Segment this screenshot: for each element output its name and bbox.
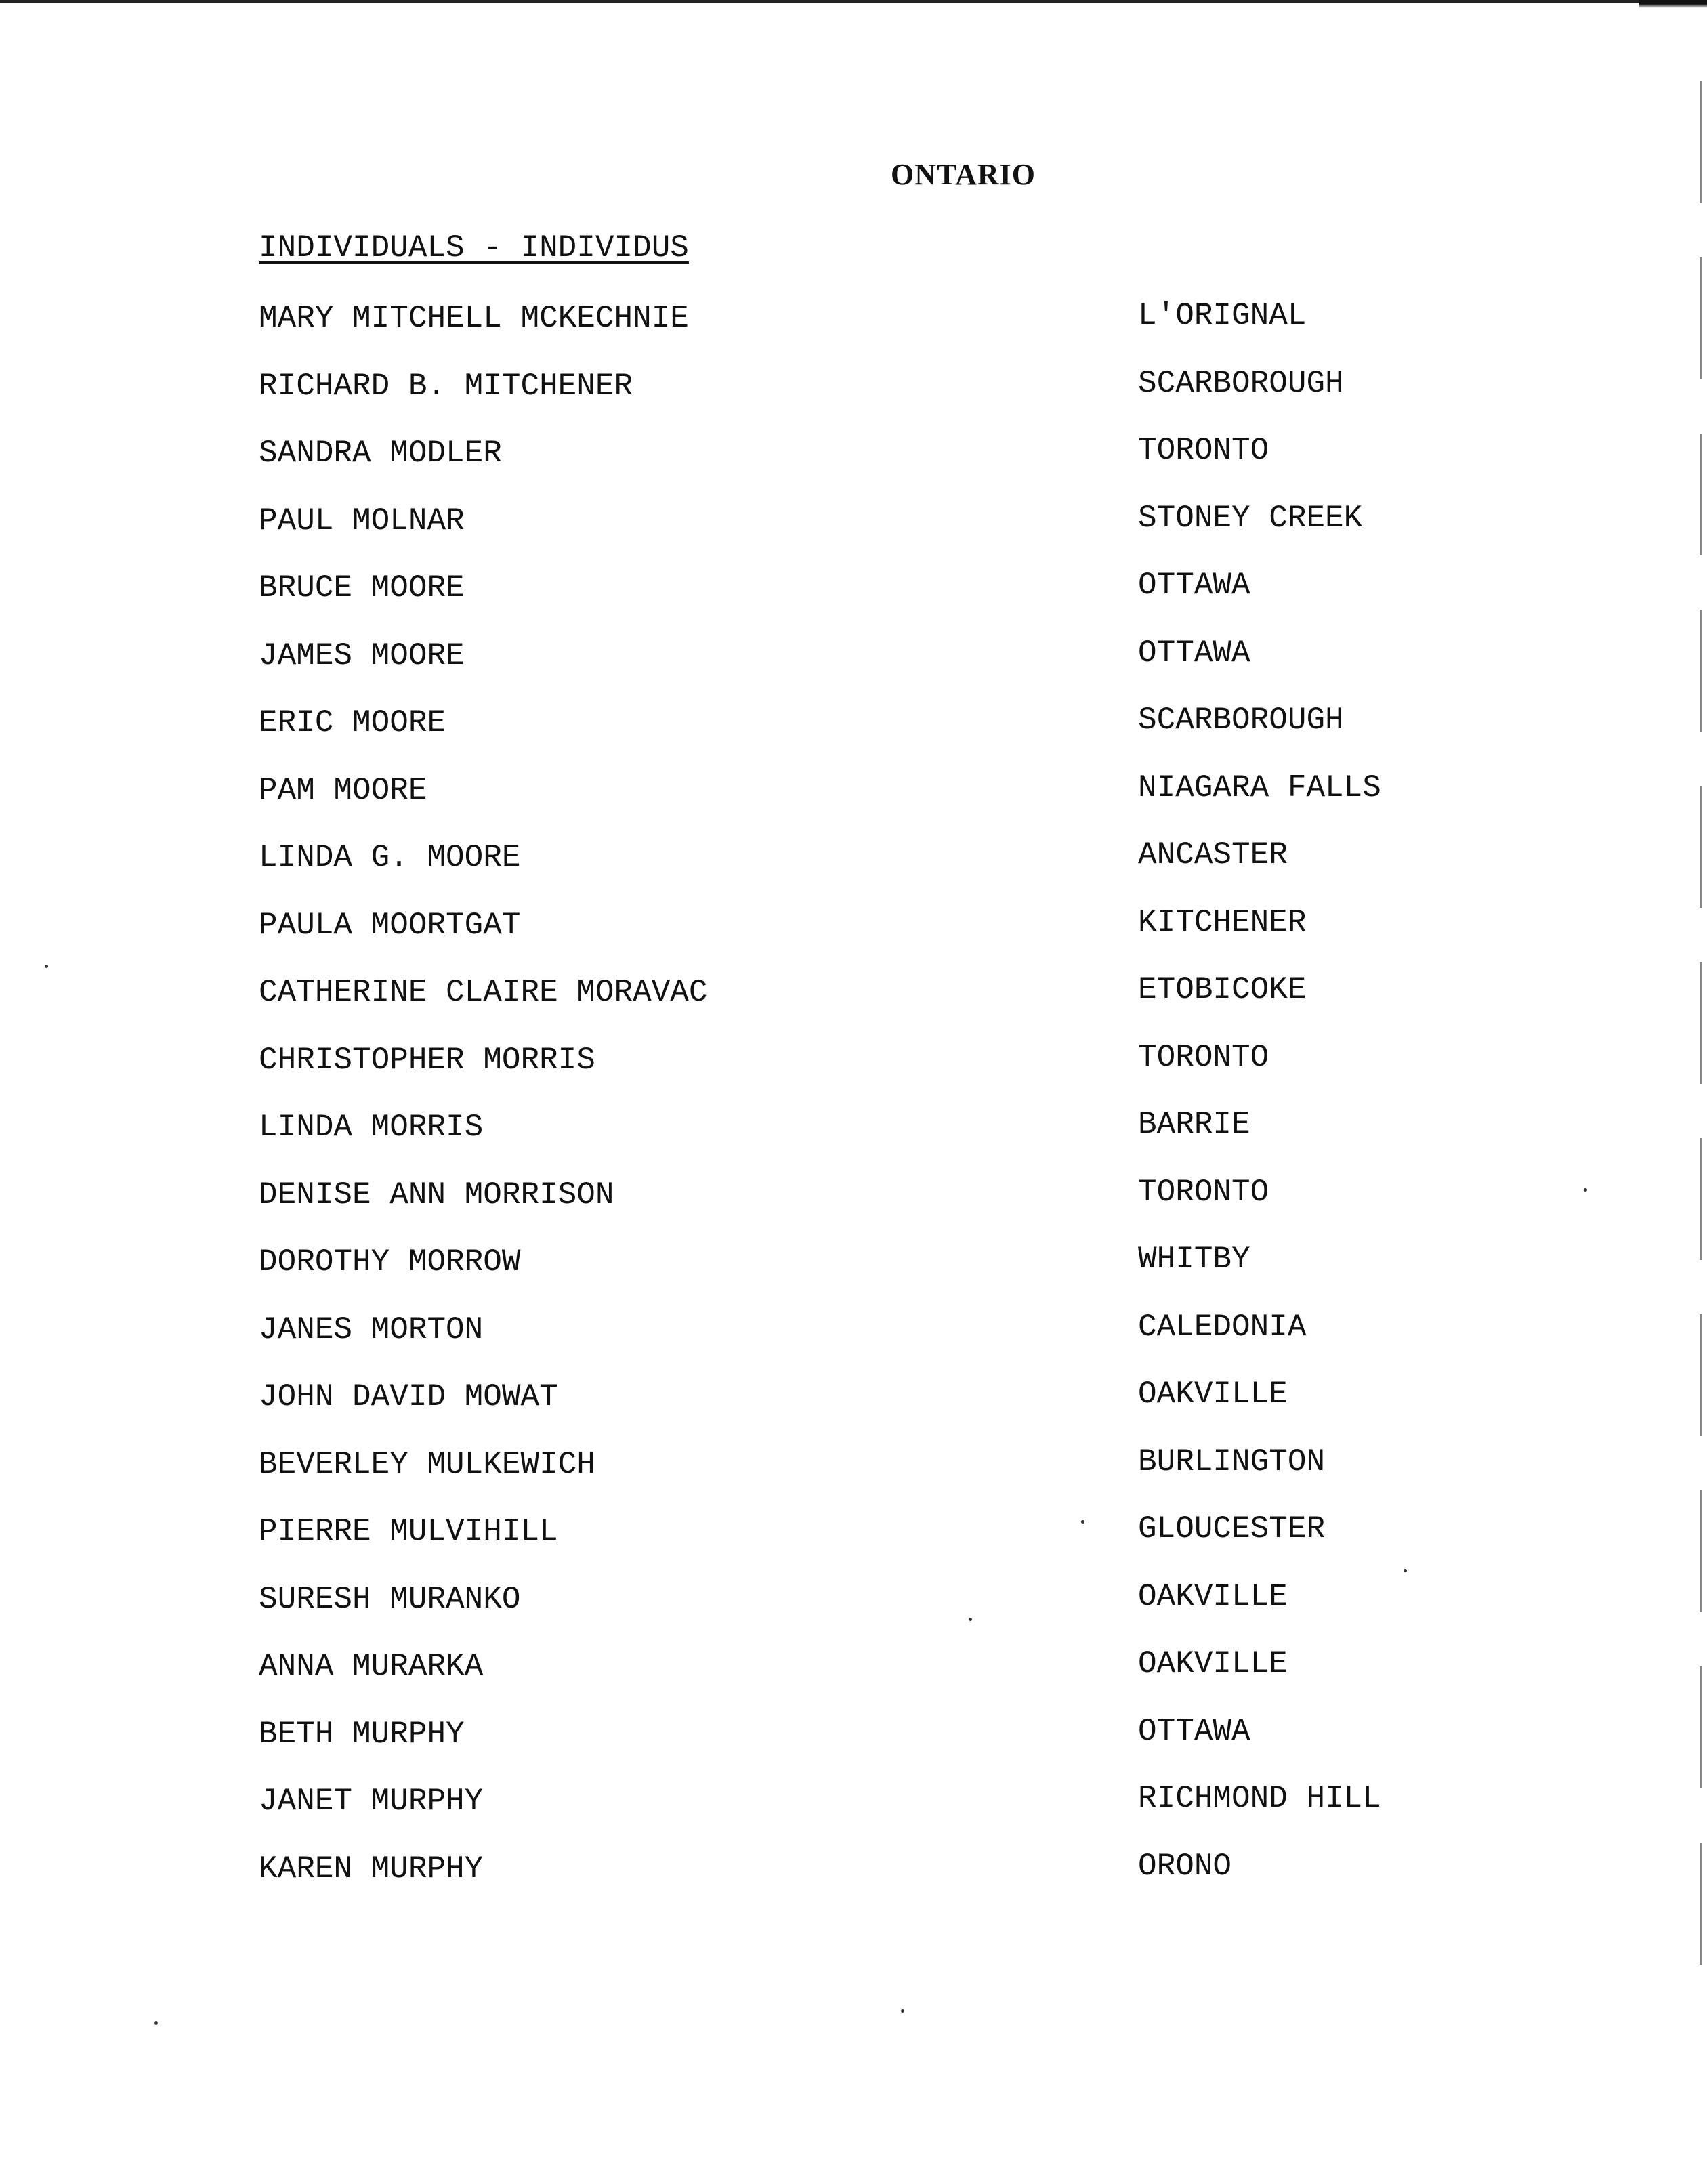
entry-city: BURLINGTON [1138,1444,1326,1479]
list-item [259,501,1478,568]
scan-speck [1404,1569,1407,1572]
entry-city: OAKVILLE [1138,1646,1288,1681]
entry-city: WHITBY [1138,1242,1250,1277]
list-item [259,366,1478,434]
entry-city: TORONTO [1138,433,1269,468]
scan-speck [1584,1188,1587,1192]
list-item [259,972,1478,1040]
entry-city: NIAGARA FALLS [1138,770,1381,805]
entry-city: CALEDONIA [1138,1309,1307,1345]
entry-name: RICHARD B. MITCHENER [259,368,633,404]
list-item [259,770,1478,838]
entry-city: OTTAWA [1138,635,1250,671]
entry-name: LINDA G. MOORE [259,840,521,875]
entry-city: KITCHENER [1138,904,1307,940]
list-item [259,568,1478,635]
entry-city: BARRIE [1138,1107,1250,1142]
entry-name: PAM MOORE [259,772,427,808]
list-item [259,1040,1478,1108]
entry-name: BETH MURPHY [259,1716,465,1752]
entry-city: OTTAWA [1138,1713,1250,1749]
scan-speck [969,1618,972,1621]
list-item [259,298,1478,366]
entry-name: PAULA MOORTGAT [259,907,521,943]
entry-city: L'ORIGNAL [1138,298,1307,333]
entry-city: TORONTO [1138,1039,1269,1075]
list-item [259,1175,1478,1242]
entry-name: CATHERINE CLAIRE MORAVAC [259,975,708,1010]
list-item [259,1242,1478,1309]
scan-right-edge [1700,81,1702,1978]
list-item [259,1511,1478,1579]
scan-top-edge [0,0,1639,3]
entry-name: DENISE ANN MORRISON [259,1177,614,1213]
entry-name: JANES MORTON [259,1311,484,1347]
list-item [259,1309,1478,1377]
list-item [259,1579,1478,1647]
list-item [259,1781,1478,1849]
entry-city: OAKVILLE [1138,1377,1288,1412]
entry-city: STONEY CREEK [1138,500,1363,536]
entry-city: RICHMOND HILL [1138,1781,1381,1816]
entry-name: JANET MURPHY [259,1784,484,1819]
list-item [259,1849,1478,1916]
entry-name: PAUL MOLNAR [259,503,465,539]
scan-speck [1081,1520,1084,1524]
entry-name: KAREN MURPHY [259,1851,484,1887]
entry-city: ETOBICOKE [1138,972,1307,1007]
scan-top-corner [1639,0,1707,8]
entry-name: ERIC MOORE [259,705,446,740]
section-heading: INDIVIDUALS - INDIVIDUS [259,230,689,266]
entry-name: JAMES MOORE [259,637,465,673]
entry-name: BRUCE MOORE [259,570,465,606]
scan-speck [154,2021,158,2025]
entry-name: JOHN DAVID MOWAT [259,1379,558,1414]
scan-speck [901,2009,904,2013]
page-title: ONTARIO [891,158,1036,191]
list-item [259,635,1478,703]
list-item [259,1107,1478,1175]
entry-name: PIERRE MULVIHILL [259,1514,558,1549]
entry-name: BEVERLEY MULKEWICH [259,1446,595,1482]
scan-speck [45,965,48,968]
entry-city: GLOUCESTER [1138,1511,1326,1547]
entry-city: OAKVILLE [1138,1578,1288,1614]
entry-city: TORONTO [1138,1174,1269,1210]
list-item [259,1444,1478,1512]
entry-name: ANNA MURARKA [259,1649,484,1684]
entry-city: ORONO [1138,1848,1232,1884]
entry-name: LINDA MORRIS [259,1110,484,1145]
entry-city: OTTAWA [1138,568,1250,603]
entry-name: MARY MITCHELL MCKECHNIE [259,301,689,336]
list-item [259,433,1478,501]
entry-name: SANDRA MODLER [259,436,502,471]
entry-name: CHRISTOPHER MORRIS [259,1042,595,1078]
entry-name: DOROTHY MORROW [259,1244,521,1280]
entry-list [259,298,1478,1916]
list-item [259,905,1478,973]
entry-city: SCARBOROUGH [1138,702,1344,738]
list-item [259,1714,1478,1782]
list-item [259,837,1478,905]
entry-name: SURESH MURANKO [259,1581,521,1617]
list-item [259,1646,1478,1714]
list-item [259,1377,1478,1444]
list-item [259,702,1478,770]
entry-city: SCARBOROUGH [1138,365,1344,401]
entry-city: ANCASTER [1138,837,1288,873]
